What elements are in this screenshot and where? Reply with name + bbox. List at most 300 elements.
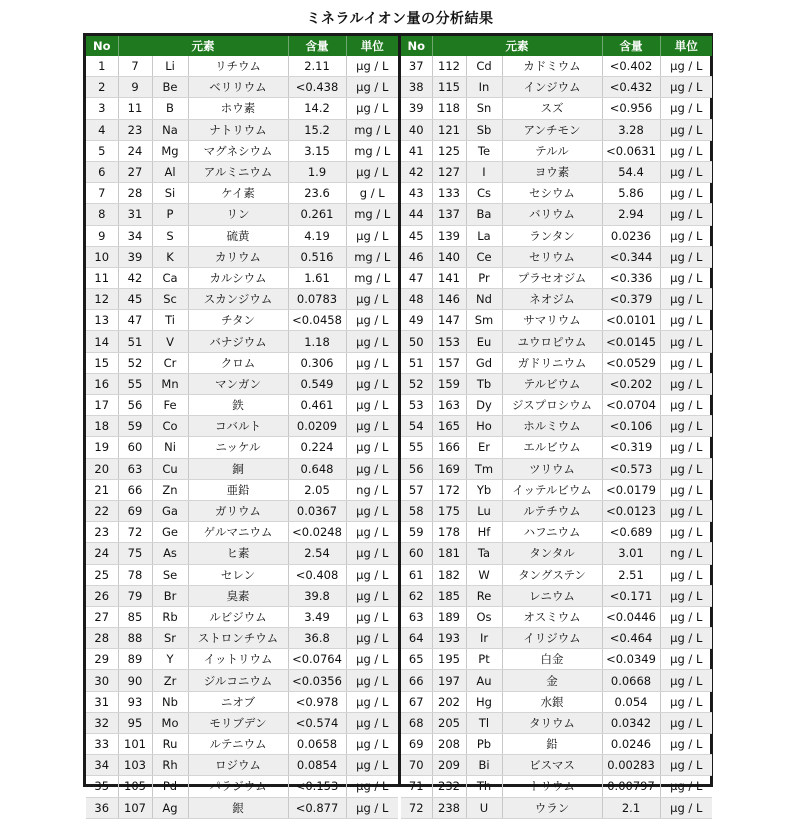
- table-row: [401, 691, 712, 712]
- cell-no: 70: [401, 755, 432, 776]
- cell-content: <0.464: [602, 628, 660, 649]
- cell-unit: μg / L: [660, 352, 712, 373]
- cell-content: 0.0342: [602, 712, 660, 733]
- cell-symbol: Si: [152, 183, 188, 204]
- cell-element-name: オスミウム: [502, 606, 602, 627]
- cell-element-name: ルテニウム: [188, 734, 288, 755]
- cell-element-name: リン: [188, 204, 288, 225]
- cell-atomic-number: 121: [432, 119, 466, 140]
- cell-no: 36: [86, 797, 118, 818]
- cell-atomic-number: 55: [118, 373, 152, 394]
- cell-atomic-number: 137: [432, 204, 466, 225]
- table-row: [86, 373, 398, 394]
- cell-symbol: Sr: [152, 628, 188, 649]
- cell-symbol: S: [152, 225, 188, 246]
- cell-content: <0.344: [602, 246, 660, 267]
- cell-symbol: Ca: [152, 267, 188, 288]
- cell-no: 24: [86, 543, 118, 564]
- cell-unit: μg / L: [660, 649, 712, 670]
- cell-no: 17: [86, 395, 118, 416]
- cell-atomic-number: 147: [432, 310, 466, 331]
- cell-element-name: ランタン: [502, 225, 602, 246]
- cell-content: 0.0658: [288, 734, 346, 755]
- cell-unit: μg / L: [346, 373, 398, 394]
- cell-content: <0.402: [602, 56, 660, 77]
- cell-content: 5.86: [602, 183, 660, 204]
- cell-symbol: Pt: [466, 649, 502, 670]
- cell-symbol: Tb: [466, 373, 502, 394]
- cell-no: 39: [401, 98, 432, 119]
- cell-element-name: テルビウム: [502, 373, 602, 394]
- cell-no: 11: [86, 267, 118, 288]
- table-row: [86, 564, 398, 585]
- cell-unit: μg / L: [660, 161, 712, 182]
- cell-symbol: Bi: [466, 755, 502, 776]
- cell-content: <0.153: [288, 776, 346, 797]
- cell-unit: mg / L: [346, 140, 398, 161]
- cell-element-name: ストロンチウム: [188, 628, 288, 649]
- cell-element-name: 鉛: [502, 734, 602, 755]
- cell-unit: ng / L: [346, 479, 398, 500]
- cell-unit: μg / L: [660, 755, 712, 776]
- cell-no: 10: [86, 246, 118, 267]
- cell-no: 9: [86, 225, 118, 246]
- cell-unit: μg / L: [346, 225, 398, 246]
- table-row: [401, 500, 712, 521]
- cell-symbol: Al: [152, 161, 188, 182]
- cell-content: 36.8: [288, 628, 346, 649]
- cell-no: 65: [401, 649, 432, 670]
- cell-symbol: Lu: [466, 500, 502, 521]
- table-row: [86, 670, 398, 691]
- cell-content: 14.2: [288, 98, 346, 119]
- table-row: [401, 564, 712, 585]
- cell-atomic-number: 172: [432, 479, 466, 500]
- cell-content: <0.171: [602, 585, 660, 606]
- cell-unit: μg / L: [660, 712, 712, 733]
- cell-unit: μg / L: [660, 395, 712, 416]
- table-row: [401, 56, 712, 77]
- cell-atomic-number: 115: [432, 77, 466, 98]
- header-element: 元素: [432, 36, 602, 56]
- cell-unit: μg / L: [660, 267, 712, 288]
- cell-content: <0.956: [602, 98, 660, 119]
- cell-unit: μg / L: [660, 56, 712, 77]
- cell-content: <0.877: [288, 797, 346, 818]
- table-row: [401, 204, 712, 225]
- table-right-half: [398, 36, 710, 815]
- cell-atomic-number: 31: [118, 204, 152, 225]
- cell-atomic-number: 181: [432, 543, 466, 564]
- table-row: [401, 522, 712, 543]
- table-row: [86, 161, 398, 182]
- results-table-left: [86, 36, 398, 819]
- cell-content: 23.6: [288, 183, 346, 204]
- cell-no: 19: [86, 437, 118, 458]
- cell-no: 61: [401, 564, 432, 585]
- cell-symbol: Ga: [152, 500, 188, 521]
- cell-no: 72: [401, 797, 432, 818]
- cell-content: 15.2: [288, 119, 346, 140]
- cell-content: 0.461: [288, 395, 346, 416]
- cell-no: 35: [86, 776, 118, 797]
- cell-content: <0.0704: [602, 395, 660, 416]
- table-row: [401, 246, 712, 267]
- cell-unit: mg / L: [346, 204, 398, 225]
- cell-symbol: W: [466, 564, 502, 585]
- table-row: [401, 776, 712, 797]
- cell-element-name: 白金: [502, 649, 602, 670]
- cell-unit: mg / L: [346, 267, 398, 288]
- table-row: [86, 543, 398, 564]
- cell-symbol: Hf: [466, 522, 502, 543]
- cell-content: 0.549: [288, 373, 346, 394]
- cell-element-name: ホウ素: [188, 98, 288, 119]
- cell-atomic-number: 9: [118, 77, 152, 98]
- table-row: [401, 98, 712, 119]
- cell-no: 13: [86, 310, 118, 331]
- table-row: [86, 267, 398, 288]
- cell-unit: μg / L: [346, 500, 398, 521]
- cell-content: 2.94: [602, 204, 660, 225]
- cell-unit: μg / L: [660, 585, 712, 606]
- cell-element-name: ケイ素: [188, 183, 288, 204]
- cell-symbol: Mg: [152, 140, 188, 161]
- cell-symbol: Sm: [466, 310, 502, 331]
- cell-element-name: スズ: [502, 98, 602, 119]
- cell-no: 12: [86, 289, 118, 310]
- cell-element-name: ジスプロシウム: [502, 395, 602, 416]
- cell-element-name: レニウム: [502, 585, 602, 606]
- cell-element-name: イッテルビウム: [502, 479, 602, 500]
- cell-symbol: Ba: [466, 204, 502, 225]
- cell-unit: μg / L: [346, 310, 398, 331]
- cell-content: 1.61: [288, 267, 346, 288]
- table-header-row: [401, 36, 712, 56]
- cell-unit: μg / L: [346, 331, 398, 352]
- cell-content: 0.0367: [288, 500, 346, 521]
- table-row: [86, 585, 398, 606]
- cell-atomic-number: 166: [432, 437, 466, 458]
- cell-content: <0.432: [602, 77, 660, 98]
- cell-element-name: コバルト: [188, 416, 288, 437]
- cell-content: <0.408: [288, 564, 346, 585]
- cell-no: 64: [401, 628, 432, 649]
- cell-atomic-number: 125: [432, 140, 466, 161]
- table-row: [86, 289, 398, 310]
- cell-content: <0.0179: [602, 479, 660, 500]
- cell-symbol: La: [466, 225, 502, 246]
- table-header-row: [86, 36, 398, 56]
- cell-content: <0.573: [602, 458, 660, 479]
- cell-unit: μg / L: [346, 161, 398, 182]
- cell-unit: μg / L: [346, 56, 398, 77]
- cell-content: <0.0248: [288, 522, 346, 543]
- cell-symbol: Au: [466, 670, 502, 691]
- cell-content: <0.202: [602, 373, 660, 394]
- results-table-frame: [83, 33, 713, 815]
- cell-element-name: ツリウム: [502, 458, 602, 479]
- table-row: [401, 437, 712, 458]
- cell-unit: μg / L: [346, 564, 398, 585]
- cell-symbol: Pb: [466, 734, 502, 755]
- cell-symbol: Tl: [466, 712, 502, 733]
- cell-atomic-number: 89: [118, 649, 152, 670]
- table-row: [86, 310, 398, 331]
- cell-content: <0.0101: [602, 310, 660, 331]
- cell-symbol: In: [466, 77, 502, 98]
- table-row: [401, 628, 712, 649]
- cell-unit: μg / L: [346, 734, 398, 755]
- cell-element-name: ニオブ: [188, 691, 288, 712]
- cell-symbol: Cu: [152, 458, 188, 479]
- cell-element-name: 臭素: [188, 585, 288, 606]
- cell-no: 46: [401, 246, 432, 267]
- cell-no: 55: [401, 437, 432, 458]
- cell-unit: μg / L: [660, 310, 712, 331]
- cell-symbol: Ce: [466, 246, 502, 267]
- cell-atomic-number: 193: [432, 628, 466, 649]
- cell-content: 0.00283: [602, 755, 660, 776]
- table-row: [401, 734, 712, 755]
- cell-atomic-number: 103: [118, 755, 152, 776]
- cell-unit: μg / L: [660, 225, 712, 246]
- cell-element-name: ウラン: [502, 797, 602, 818]
- cell-no: 54: [401, 416, 432, 437]
- cell-symbol: Pd: [152, 776, 188, 797]
- table-row: [86, 500, 398, 521]
- cell-symbol: U: [466, 797, 502, 818]
- cell-atomic-number: 197: [432, 670, 466, 691]
- cell-no: 71: [401, 776, 432, 797]
- table-row: [401, 161, 712, 182]
- cell-no: 62: [401, 585, 432, 606]
- cell-no: 47: [401, 267, 432, 288]
- table-row: [401, 755, 712, 776]
- cell-symbol: Hg: [466, 691, 502, 712]
- cell-element-name: ネオジム: [502, 289, 602, 310]
- cell-unit: μg / L: [660, 606, 712, 627]
- cell-content: <0.978: [288, 691, 346, 712]
- cell-symbol: I: [466, 161, 502, 182]
- header-content: 含量: [602, 36, 660, 56]
- cell-atomic-number: 133: [432, 183, 466, 204]
- table-row: [86, 225, 398, 246]
- table-row: [401, 352, 712, 373]
- cell-element-name: タンタル: [502, 543, 602, 564]
- table-row: [86, 56, 398, 77]
- table-row: [86, 458, 398, 479]
- cell-content: 0.00797: [602, 776, 660, 797]
- table-row: [86, 352, 398, 373]
- table-row: [401, 183, 712, 204]
- cell-atomic-number: 153: [432, 331, 466, 352]
- cell-no: 25: [86, 564, 118, 585]
- table-row: [401, 606, 712, 627]
- table-row: [401, 712, 712, 733]
- cell-element-name: ガリウム: [188, 500, 288, 521]
- cell-unit: μg / L: [346, 628, 398, 649]
- cell-element-name: 鉄: [188, 395, 288, 416]
- cell-atomic-number: 208: [432, 734, 466, 755]
- cell-no: 60: [401, 543, 432, 564]
- cell-symbol: Sn: [466, 98, 502, 119]
- cell-atomic-number: 47: [118, 310, 152, 331]
- cell-atomic-number: 90: [118, 670, 152, 691]
- cell-content: 54.4: [602, 161, 660, 182]
- cell-atomic-number: 163: [432, 395, 466, 416]
- cell-content: <0.0631: [602, 140, 660, 161]
- cell-unit: μg / L: [346, 458, 398, 479]
- cell-content: 0.054: [602, 691, 660, 712]
- cell-content: 0.516: [288, 246, 346, 267]
- page-title: ミネラルイオン量の分析結果: [306, 11, 494, 27]
- table-row: [401, 395, 712, 416]
- cell-atomic-number: 189: [432, 606, 466, 627]
- cell-element-name: イリジウム: [502, 628, 602, 649]
- cell-unit: μg / L: [660, 246, 712, 267]
- cell-symbol: Co: [152, 416, 188, 437]
- cell-element-name: ルビジウム: [188, 606, 288, 627]
- cell-symbol: Ru: [152, 734, 188, 755]
- cell-element-name: ロジウム: [188, 755, 288, 776]
- table-row: [86, 246, 398, 267]
- cell-atomic-number: 52: [118, 352, 152, 373]
- cell-element-name: 亜鉛: [188, 479, 288, 500]
- cell-no: 42: [401, 161, 432, 182]
- cell-no: 33: [86, 734, 118, 755]
- cell-symbol: Ti: [152, 310, 188, 331]
- cell-element-name: ビスマス: [502, 755, 602, 776]
- cell-content: 0.0209: [288, 416, 346, 437]
- cell-no: 22: [86, 500, 118, 521]
- cell-content: 4.19: [288, 225, 346, 246]
- cell-no: 49: [401, 310, 432, 331]
- cell-element-name: ガドリニウム: [502, 352, 602, 373]
- cell-element-name: ユウロピウム: [502, 331, 602, 352]
- cell-content: 0.0854: [288, 755, 346, 776]
- cell-element-name: プラセオジム: [502, 267, 602, 288]
- cell-unit: μg / L: [660, 522, 712, 543]
- cell-no: 26: [86, 585, 118, 606]
- table-row: [401, 267, 712, 288]
- cell-symbol: Na: [152, 119, 188, 140]
- cell-no: 5: [86, 140, 118, 161]
- cell-unit: μg / L: [346, 585, 398, 606]
- cell-unit: μg / L: [660, 500, 712, 521]
- table-row: [401, 331, 712, 352]
- table-row: [86, 734, 398, 755]
- cell-element-name: 銅: [188, 458, 288, 479]
- header-unit: 単位: [660, 36, 712, 56]
- cell-element-name: ハフニウム: [502, 522, 602, 543]
- table-row: [401, 585, 712, 606]
- cell-unit: μg / L: [660, 119, 712, 140]
- cell-no: 7: [86, 183, 118, 204]
- cell-content: <0.336: [602, 267, 660, 288]
- table-row: [86, 395, 398, 416]
- cell-symbol: Zr: [152, 670, 188, 691]
- cell-element-name: マンガン: [188, 373, 288, 394]
- cell-atomic-number: 85: [118, 606, 152, 627]
- cell-element-name: ルテチウム: [502, 500, 602, 521]
- results-table-right: [401, 36, 712, 819]
- cell-unit: mg / L: [346, 246, 398, 267]
- cell-element-name: セシウム: [502, 183, 602, 204]
- cell-content: 3.01: [602, 543, 660, 564]
- cell-element-name: ナトリウム: [188, 119, 288, 140]
- table-row: [401, 416, 712, 437]
- table-row: [86, 522, 398, 543]
- cell-symbol: Er: [466, 437, 502, 458]
- cell-element-name: アンチモン: [502, 119, 602, 140]
- cell-no: 30: [86, 670, 118, 691]
- cell-no: 52: [401, 373, 432, 394]
- cell-symbol: Br: [152, 585, 188, 606]
- cell-no: 63: [401, 606, 432, 627]
- cell-symbol: Ge: [152, 522, 188, 543]
- table-row: [401, 225, 712, 246]
- cell-symbol: Y: [152, 649, 188, 670]
- cell-content: <0.106: [602, 416, 660, 437]
- cell-unit: μg / L: [346, 543, 398, 564]
- cell-atomic-number: 51: [118, 331, 152, 352]
- cell-symbol: P: [152, 204, 188, 225]
- cell-symbol: Cr: [152, 352, 188, 373]
- cell-symbol: Yb: [466, 479, 502, 500]
- cell-unit: μg / L: [346, 352, 398, 373]
- cell-element-name: タリウム: [502, 712, 602, 733]
- cell-element-name: タングステン: [502, 564, 602, 585]
- cell-unit: μg / L: [660, 77, 712, 98]
- cell-unit: μg / L: [346, 437, 398, 458]
- cell-element-name: カルシウム: [188, 267, 288, 288]
- cell-atomic-number: 105: [118, 776, 152, 797]
- cell-unit: μg / L: [346, 77, 398, 98]
- cell-symbol: Os: [466, 606, 502, 627]
- cell-atomic-number: 34: [118, 225, 152, 246]
- cell-unit: μg / L: [346, 712, 398, 733]
- cell-atomic-number: 238: [432, 797, 466, 818]
- cell-unit: mg / L: [346, 119, 398, 140]
- table-row: [86, 204, 398, 225]
- table-row: [86, 755, 398, 776]
- table-row: [401, 373, 712, 394]
- cell-no: 27: [86, 606, 118, 627]
- cell-no: 20: [86, 458, 118, 479]
- cell-element-name: サマリウム: [502, 310, 602, 331]
- cell-element-name: 銀: [188, 797, 288, 818]
- table-row: [401, 670, 712, 691]
- cell-element-name: ベリリウム: [188, 77, 288, 98]
- cell-symbol: Sb: [466, 119, 502, 140]
- cell-atomic-number: 93: [118, 691, 152, 712]
- cell-unit: μg / L: [660, 98, 712, 119]
- cell-content: 3.28: [602, 119, 660, 140]
- cell-no: 56: [401, 458, 432, 479]
- cell-atomic-number: 146: [432, 289, 466, 310]
- table-row: [401, 77, 712, 98]
- cell-content: <0.0145: [602, 331, 660, 352]
- cell-no: 50: [401, 331, 432, 352]
- table-row: [86, 628, 398, 649]
- table-row: [86, 140, 398, 161]
- cell-no: 6: [86, 161, 118, 182]
- cell-atomic-number: 95: [118, 712, 152, 733]
- table-row: [401, 479, 712, 500]
- cell-symbol: Dy: [466, 395, 502, 416]
- cell-content: 0.306: [288, 352, 346, 373]
